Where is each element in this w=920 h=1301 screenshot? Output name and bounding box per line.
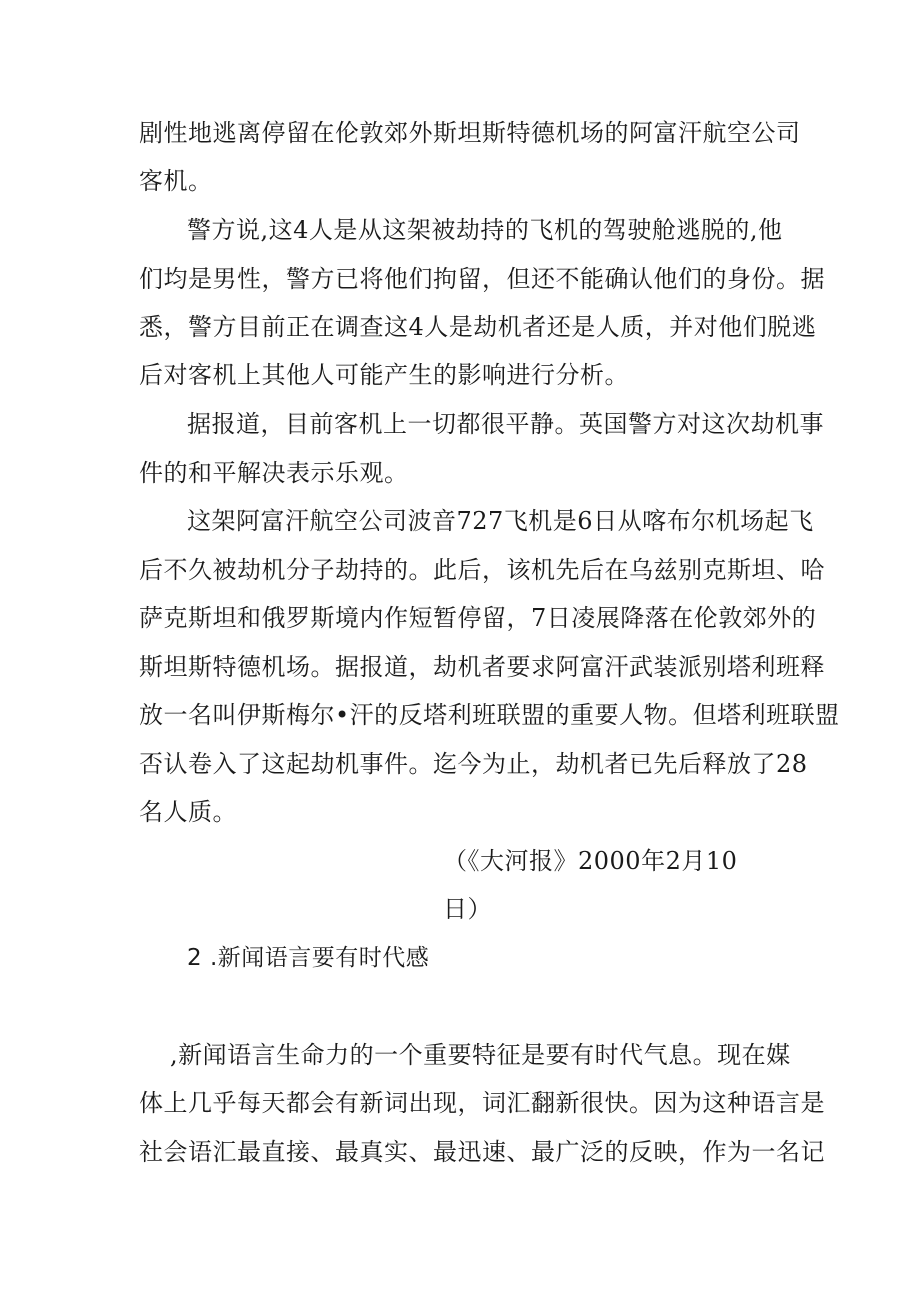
section-heading: 2 .新闻语言要有时代感 — [187, 945, 430, 971]
paragraph-line: 后对客机上其他人可能产生的影响进行分析。 — [139, 361, 629, 389]
paragraph-line: 们均是男性，警方已将他们拘留，但还不能确认他们的身份。据 — [139, 265, 825, 293]
paragraph-line: 体上几乎每天都会有新词出现，词汇翻新很快。因为这种语言是 — [139, 1089, 825, 1117]
paragraph-line: 剧性地逃离停留在伦敦郊外斯坦斯特德机场的阿富汗航空公司 — [139, 119, 801, 147]
paragraph-line: 悉，警方目前正在调查这4人是劫机者还是人质，并对他们脱逃 — [139, 313, 817, 341]
source-citation-line2: 日） — [443, 895, 492, 923]
paragraph-line: 据报道，目前客机上一切都很平静。英国警方对这次劫机事 — [187, 410, 824, 438]
paragraph-line: ,新闻语言生命力的一个重要特征是要有时代气息。现在媒 — [170, 1041, 791, 1069]
paragraph-line: 后不久被劫机分子劫持的。此后，该机先后在乌兹别克斯坦、哈 — [139, 556, 825, 584]
source-citation-line1: （《大河报》2000年2月10 — [443, 847, 738, 875]
paragraph-line: 萨克斯坦和俄罗斯境内作短暂停留，7日凌展降落在伦敦郊外的 — [139, 604, 817, 632]
paragraph-line: 否认卷入了这起劫机事件。迄今为止，劫机者已先后释放了28 — [139, 750, 808, 778]
paragraph-line: 警方说,这4人是从这架被劫持的飞机的驾驶舱逃脱的,他 — [187, 216, 783, 244]
paragraph-line: 放一名叫伊斯梅尔•汗的反塔利班联盟的重要人物。但塔利班联盟 — [139, 701, 840, 729]
paragraph-line: 这架阿富汗航空公司波音727飞机是6日从喀布尔机场起飞 — [187, 507, 814, 535]
paragraph-line: 客机。 — [139, 167, 213, 195]
paragraph-line: 斯坦斯特德机场。据报道，劫机者要求阿富汗武装派别塔利班释 — [139, 653, 825, 681]
paragraph-line: 名人质。 — [139, 798, 237, 826]
paragraph-line: 社会语汇最直接、最真实、最迅速、最广泛的反映，作为一名记 — [139, 1138, 825, 1166]
paragraph-line: 件的和平解决表示乐观。 — [139, 459, 409, 487]
